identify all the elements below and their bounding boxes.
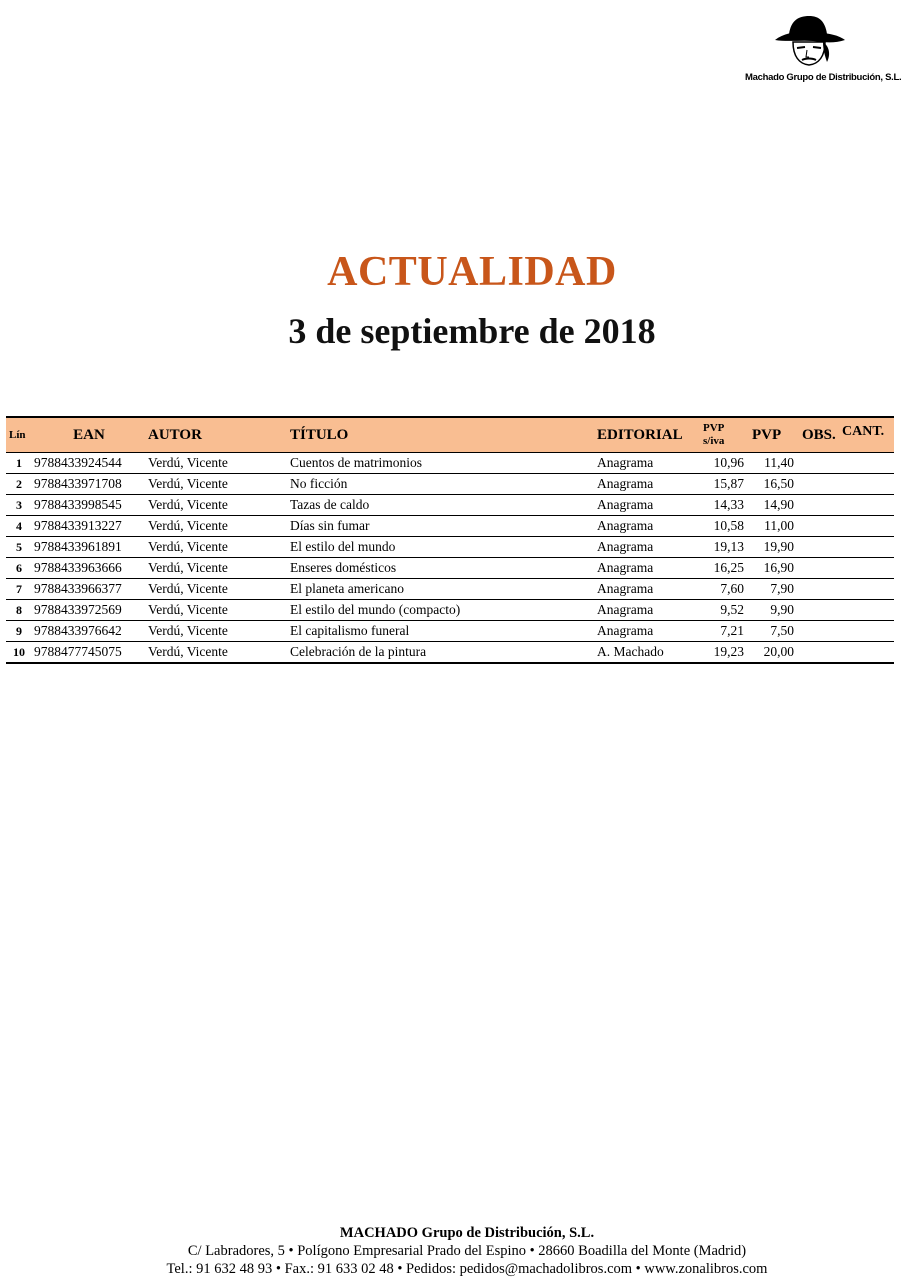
cell-ean: 9788433972569 [32,600,146,621]
table-row [6,579,894,600]
col-header-pvp-siva [701,417,750,453]
table-row [6,453,894,474]
cell-obs [800,516,840,537]
cell-pvp-siva: 19,13 [701,537,750,558]
footer-contact: Tel.: 91 632 48 93 • Fax.: 91 633 02 48 • Pedidos: pedidos@machadolibros.com • www.zonalibros.com [166,1261,768,1277]
cell-lin: 2 [6,474,32,495]
cell-cant [840,621,894,642]
page-title: ACTUALIDAD [327,249,617,295]
cell-cant [840,579,894,600]
cell-lin: 6 [6,558,32,579]
cell-obs [800,495,840,516]
cell-titulo: El estilo del mundo (compacto) [288,600,595,621]
table-row [6,558,894,579]
cell-ean: 9788433913227 [32,516,146,537]
cell-autor: Verdú, Vicente [146,495,288,516]
cell-pvp: 14,90 [750,495,800,516]
cell-pvp-siva: 7,60 [701,579,750,600]
cell-autor: Verdú, Vicente [146,474,288,495]
page-footer [0,1224,906,1278]
cell-editorial: Anagrama [595,600,701,621]
cell-lin: 10 [6,642,32,664]
cell-pvp: 16,50 [750,474,800,495]
cell-cant [840,495,894,516]
cell-pvp-siva: 10,96 [701,453,750,474]
cell-pvp-siva: 19,23 [701,642,750,664]
col-header-pvp: PVP [750,417,800,453]
cell-ean: 9788433961891 [32,537,146,558]
cell-ean: 9788433976642 [32,621,146,642]
table-row [6,537,894,558]
col-header-editorial: EDITORIAL [595,417,701,453]
hat-face-logo-icon [773,12,847,70]
cell-ean: 9788433966377 [32,579,146,600]
logo-company-name: Machado Grupo de Distribución, S.L. [745,72,902,83]
table-row [6,621,894,642]
col-header-cant: CANT. [840,417,894,453]
cell-ean: 9788433963666 [32,558,146,579]
cell-obs [800,621,840,642]
cell-obs [800,600,840,621]
col-header-lin: Lín [6,417,32,453]
cell-editorial: Anagrama [595,621,701,642]
cell-lin: 3 [6,495,32,516]
cell-autor: Verdú, Vicente [146,600,288,621]
cell-editorial: Anagrama [595,495,701,516]
table-row [6,474,894,495]
table-row [6,516,894,537]
cell-pvp-siva: 9,52 [701,600,750,621]
cell-titulo: No ficción [288,474,595,495]
footer-company: MACHADO Grupo de Distribución, S.L. [339,1225,595,1241]
table-row [6,495,894,516]
cell-editorial: Anagrama [595,579,701,600]
cell-pvp: 9,90 [750,600,800,621]
cell-cant [840,474,894,495]
cell-autor: Verdú, Vicente [146,621,288,642]
cell-obs [800,558,840,579]
cell-lin: 9 [6,621,32,642]
cell-pvp-siva: 14,33 [701,495,750,516]
cell-pvp: 19,90 [750,537,800,558]
cell-autor: Verdú, Vicente [146,453,288,474]
col-header-obs: OBS. [800,417,840,453]
cell-titulo: Tazas de caldo [288,495,595,516]
cell-lin: 5 [6,537,32,558]
cell-cant [840,642,894,664]
cell-lin: 8 [6,600,32,621]
table-header-row [6,417,894,453]
cell-obs [800,537,840,558]
cell-pvp-siva: 7,21 [701,621,750,642]
col-header-pvp-siva-line1: PVP [703,422,725,434]
cell-titulo: Días sin fumar [288,516,595,537]
cell-titulo: El estilo del mundo [288,537,595,558]
company-logo [745,12,902,83]
cell-editorial: Anagrama [595,537,701,558]
cell-titulo: Enseres domésticos [288,558,595,579]
col-header-pvp-siva-line2: s/iva [703,435,725,447]
cell-pvp-siva: 16,25 [701,558,750,579]
cell-titulo: El capitalismo funeral [288,621,595,642]
cell-titulo: El planeta americano [288,579,595,600]
cell-titulo: Cuentos de matrimonios [288,453,595,474]
cell-editorial: Anagrama [595,474,701,495]
col-header-titulo: TÍTULO [288,417,595,453]
cell-pvp: 11,00 [750,516,800,537]
cell-ean: 9788477745075 [32,642,146,664]
cell-lin: 4 [6,516,32,537]
cell-cant [840,453,894,474]
cell-editorial: Anagrama [595,558,701,579]
cell-editorial: Anagrama [595,453,701,474]
cell-cant [840,558,894,579]
cell-ean: 9788433924544 [32,453,146,474]
cell-pvp: 7,90 [750,579,800,600]
cell-autor: Verdú, Vicente [146,579,288,600]
cell-autor: Verdú, Vicente [146,558,288,579]
cell-autor: Verdú, Vicente [146,537,288,558]
cell-pvp: 16,90 [750,558,800,579]
cell-editorial: A. Machado [595,642,701,664]
cell-cant [840,516,894,537]
cell-cant [840,600,894,621]
cell-ean: 9788433971708 [32,474,146,495]
page-date: 3 de septiembre de 2018 [288,311,656,351]
cell-obs [800,453,840,474]
cell-pvp: 11,40 [750,453,800,474]
cell-pvp-siva: 15,87 [701,474,750,495]
cell-editorial: Anagrama [595,516,701,537]
cell-obs [800,642,840,664]
cell-autor: Verdú, Vicente [146,642,288,664]
col-header-ean: EAN [32,417,146,453]
cell-ean: 9788433998545 [32,495,146,516]
cell-pvp: 7,50 [750,621,800,642]
cell-lin: 7 [6,579,32,600]
table-row [6,600,894,621]
table-row [6,642,894,664]
cell-cant [840,537,894,558]
cell-pvp-siva: 10,58 [701,516,750,537]
cell-obs [800,474,840,495]
cell-lin: 1 [6,453,32,474]
cell-pvp: 20,00 [750,642,800,664]
cell-obs [800,579,840,600]
books-table [6,416,894,664]
col-header-autor: AUTOR [146,417,288,453]
cell-titulo: Celebración de la pintura [288,642,595,664]
cell-autor: Verdú, Vicente [146,516,288,537]
footer-address: C/ Labradores, 5 • Polígono Empresarial Prado del Espino • 28660 Boadilla del Monte (Madrid) [187,1243,747,1259]
